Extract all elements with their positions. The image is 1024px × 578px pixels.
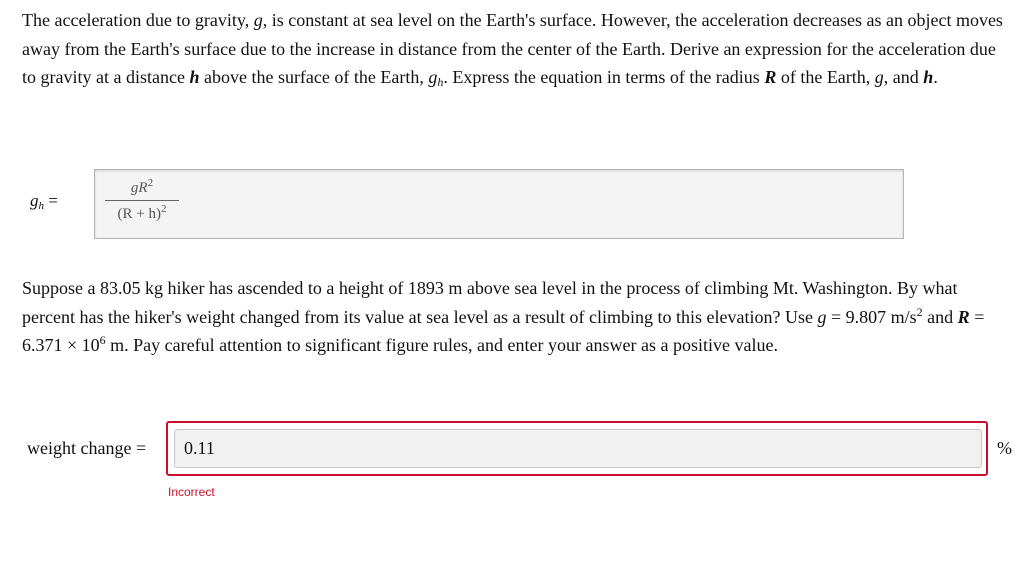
var-g: g: [253, 10, 263, 30]
var-g: g: [817, 306, 827, 327]
fraction-numerator: $gR^2$: [130, 177, 154, 196]
var-R: R: [957, 306, 970, 327]
var-h: h: [923, 67, 934, 87]
answer-1-field[interactable]: [94, 169, 904, 239]
question-2-text: Suppose a 83.05 kg hiker has ascended to a height of 1893 m above sea level in the process of climbing Mt. Washington. By what percent has the hiker's weight changed from its value at sea level as a result of climbing to this elevation? Use g = 9.807 $m/s^2$ and $R = 6.371 \times 10^6$ m. Pay careful attention to significant figure rules, and enter your answer as a positive value.: [22, 278, 985, 355]
weight-change-label: weight change =: [27, 438, 147, 458]
weight-change-incorrect-frame: [166, 421, 988, 476]
percent-unit: %: [997, 438, 1012, 458]
answer-1-label: $g_h$ =: [30, 191, 58, 212]
var-h: h: [189, 67, 200, 87]
var-R: R: [764, 67, 777, 87]
question-1-text: The acceleration due to gravity, g, is constant at sea level on the Earth's surface. However, the acceleration decreases as an object moves away from the Earth's surface due to the increase in distance from the center of the Earth. Derive an expression for the acceleration due to gravity at a distance h above the surface of the Earth, $g_h$. Express the equation in terms of the radius R of the Earth, g, and h.: [22, 10, 1003, 89]
fraction-denominator: $(R + h)^2$: [117, 203, 167, 222]
answer-1-fraction: [103, 176, 181, 225]
var-gh: g: [428, 67, 438, 87]
var-g: g: [874, 67, 884, 87]
incorrect-status: Incorrect: [168, 485, 215, 499]
weight-change-input[interactable]: 0.11: [174, 429, 982, 468]
